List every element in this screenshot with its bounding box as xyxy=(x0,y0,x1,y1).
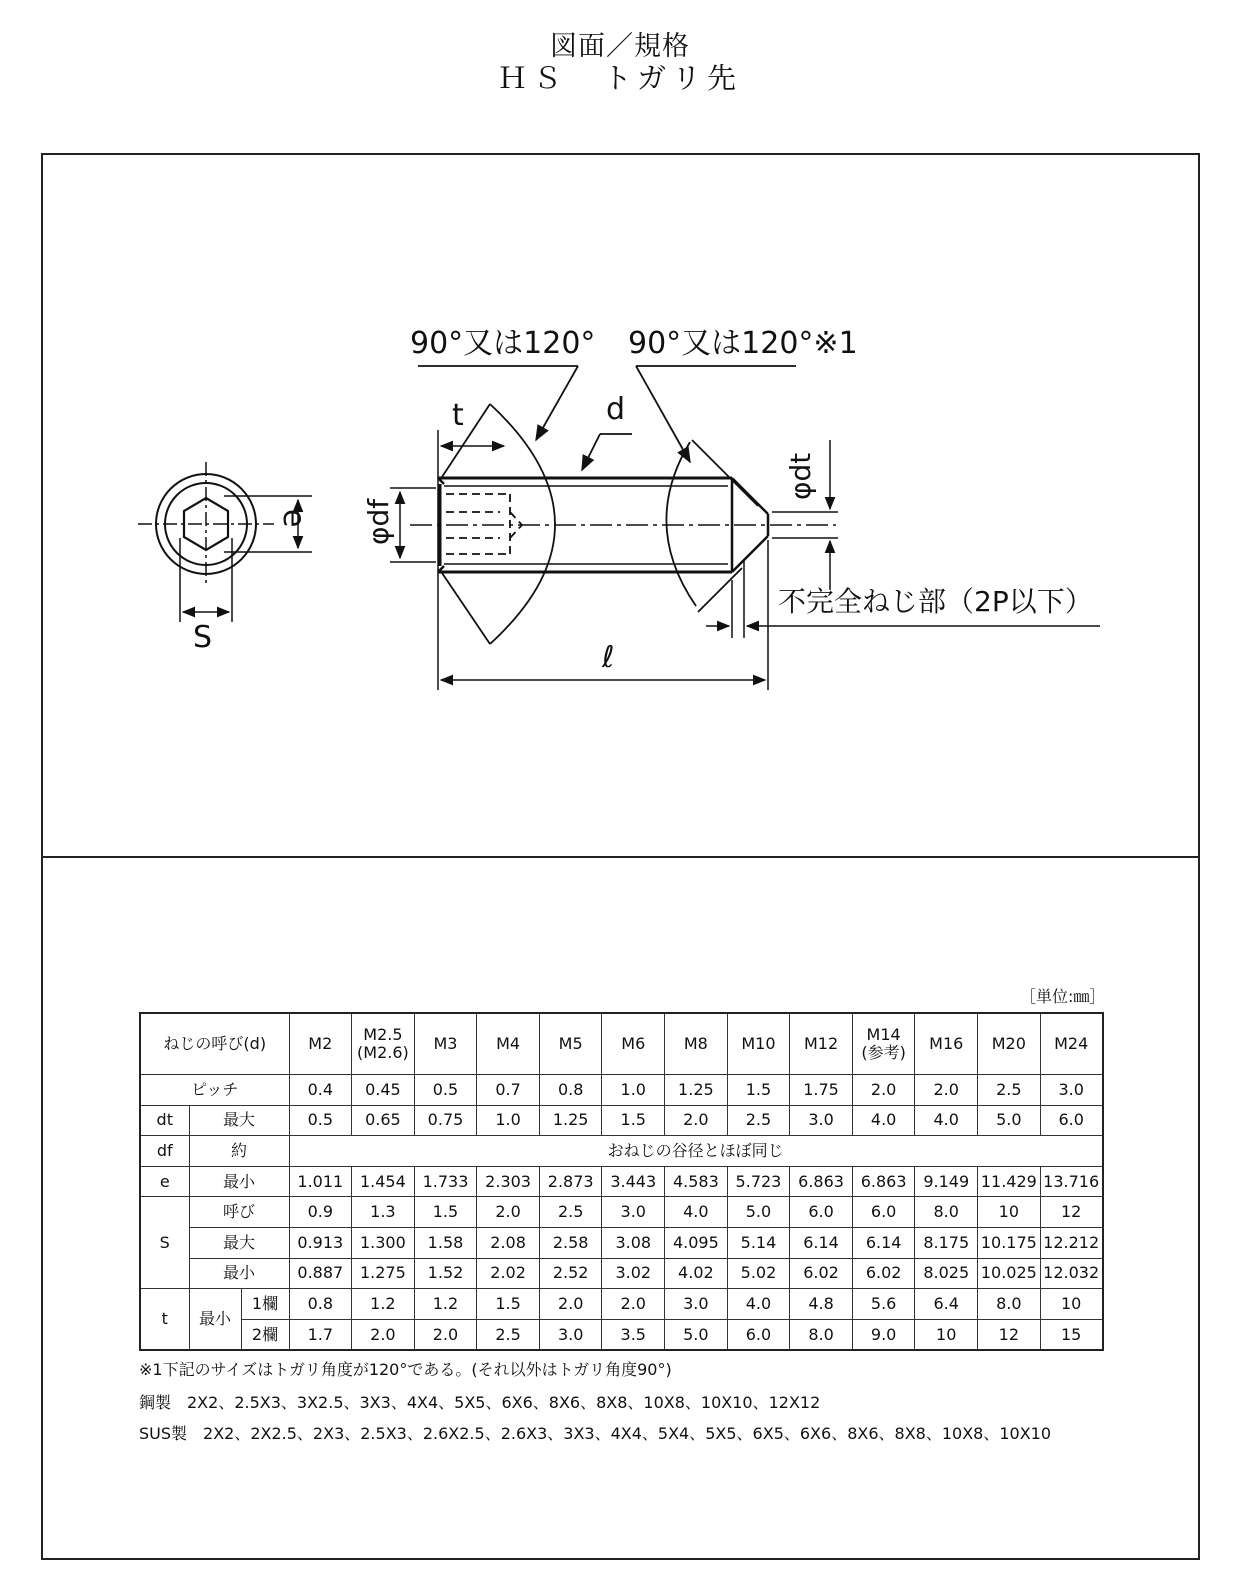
size-header: M4 xyxy=(477,1013,540,1075)
table-cell: 1.300 xyxy=(352,1227,415,1258)
table-cell: 0.8 xyxy=(539,1075,602,1106)
table-cell: 0.4 xyxy=(289,1075,352,1106)
table-row xyxy=(140,1227,1103,1258)
table-cell: 2.52 xyxy=(539,1258,602,1289)
e-dimension-label: e xyxy=(276,509,311,528)
table-cell: 5.14 xyxy=(727,1227,790,1258)
table-cell: 1.7 xyxy=(289,1319,352,1350)
table-cell: 0.8 xyxy=(289,1289,352,1320)
table-cell: 8.175 xyxy=(915,1227,978,1258)
table-cell: 10 xyxy=(915,1319,978,1350)
note-120-degree: ※1下記のサイズはトガリ角度が120°である。(それ以外はトガリ角度90°) xyxy=(139,1360,672,1379)
table-row xyxy=(140,1013,1103,1075)
size-header: M2 xyxy=(289,1013,352,1075)
product-title: ＨＳ トガリ先 xyxy=(497,61,743,95)
table-cell: 3.08 xyxy=(602,1227,665,1258)
table-cell: 1.275 xyxy=(352,1258,415,1289)
table-cell: 3.443 xyxy=(602,1166,665,1197)
t-dimension-label: t xyxy=(452,398,464,433)
table-cell: 6.02 xyxy=(852,1258,915,1289)
df-note: おねじの谷径とほぼ同じ xyxy=(289,1136,1103,1167)
note-steel-sizes: 鋼製 2X2、2.5X3、3X2.5、3X3、4X4、5X5、6X6、8X6、8X8、10X8、10X10、12X12 xyxy=(139,1393,821,1412)
table-cell: 1.75 xyxy=(790,1075,853,1106)
size-header: M5 xyxy=(539,1013,602,1075)
size-header: M14 (参考) xyxy=(852,1013,915,1075)
table-cell: 1.5 xyxy=(727,1075,790,1106)
table-cell: 1.5 xyxy=(477,1289,540,1320)
df-dimension-label: φdf xyxy=(362,498,395,545)
table-cell: 8.025 xyxy=(915,1258,978,1289)
table-cell: 4.0 xyxy=(727,1289,790,1320)
note-sus-sizes: SUS製 2X2、2X2.5、2X3、2.5X3、2.6X2.5、2.6X3、3X3、4X4、5X4、5X5、6X5、6X6、8X6、8X8、10X8、10X10 xyxy=(139,1424,1052,1443)
table-row xyxy=(140,1166,1103,1197)
t-sub-label: 最小 xyxy=(189,1289,241,1351)
page-title: 図面／規格 xyxy=(550,31,690,62)
table-cell: 12 xyxy=(978,1319,1041,1350)
table-cell: 3.5 xyxy=(602,1319,665,1350)
table-cell: 3.0 xyxy=(602,1197,665,1228)
table-cell: 4.0 xyxy=(852,1105,915,1136)
t-col1-label: 1欄 xyxy=(241,1289,289,1320)
table-cell: 1.454 xyxy=(352,1166,415,1197)
row-header-label: ねじの呼び(d) xyxy=(140,1013,289,1075)
table-row xyxy=(140,1136,1103,1167)
table-cell: 2.58 xyxy=(539,1227,602,1258)
table-cell: 2.0 xyxy=(539,1289,602,1320)
t-col2-label: 2欄 xyxy=(241,1319,289,1350)
table-cell: 5.723 xyxy=(727,1166,790,1197)
table-cell: 0.913 xyxy=(289,1227,352,1258)
angle-label-right: 90°又は120°※1 xyxy=(628,326,858,361)
s-nominal-label: 呼び xyxy=(189,1197,289,1228)
table-cell: 2.08 xyxy=(477,1227,540,1258)
dt-sub-label: 最大 xyxy=(189,1105,289,1136)
table-cell: 0.5 xyxy=(414,1075,477,1106)
table-cell: 0.9 xyxy=(289,1197,352,1228)
table-cell: 2.0 xyxy=(602,1289,665,1320)
size-header: M3 xyxy=(414,1013,477,1075)
spec-table xyxy=(139,1012,1104,1351)
s-label: S xyxy=(140,1197,189,1289)
unit-label: ［単位:㎜］ xyxy=(1020,987,1106,1006)
table-cell: 1.52 xyxy=(414,1258,477,1289)
table-cell: 0.5 xyxy=(289,1105,352,1136)
table-cell: 2.5 xyxy=(539,1197,602,1228)
e-sub-label: 最小 xyxy=(189,1166,289,1197)
table-cell: 5.0 xyxy=(727,1197,790,1228)
table-cell: 0.45 xyxy=(352,1075,415,1106)
table-cell: 10.025 xyxy=(978,1258,1041,1289)
table-cell: 13.716 xyxy=(1040,1166,1103,1197)
table-cell: 12 xyxy=(1040,1197,1103,1228)
table-cell: 6.0 xyxy=(727,1319,790,1350)
e-label: e xyxy=(140,1166,189,1197)
table-row xyxy=(140,1319,1103,1350)
table-cell: 1.0 xyxy=(602,1075,665,1106)
s-dimension-label: S xyxy=(193,620,213,655)
table-cell: 1.2 xyxy=(414,1289,477,1320)
table-cell: 2.303 xyxy=(477,1166,540,1197)
t-label: t xyxy=(140,1289,189,1351)
table-row xyxy=(140,1197,1103,1228)
table-cell: 8.0 xyxy=(978,1289,1041,1320)
df-sub-label: 約 xyxy=(189,1136,289,1167)
table-cell: 15 xyxy=(1040,1319,1103,1350)
s-max-label: 最大 xyxy=(189,1227,289,1258)
size-header: M12 xyxy=(790,1013,853,1075)
table-cell: 3.0 xyxy=(539,1319,602,1350)
table-cell: 2.873 xyxy=(539,1166,602,1197)
table-cell: 9.0 xyxy=(852,1319,915,1350)
table-cell: 10.175 xyxy=(978,1227,1041,1258)
table-cell: 6.863 xyxy=(790,1166,853,1197)
table-cell: 4.02 xyxy=(665,1258,728,1289)
table-cell: 8.0 xyxy=(790,1319,853,1350)
table-cell: 12.032 xyxy=(1040,1258,1103,1289)
table-cell: 2.0 xyxy=(665,1105,728,1136)
table-cell: 3.0 xyxy=(790,1105,853,1136)
table-cell: 6.863 xyxy=(852,1166,915,1197)
size-header: M2.5 (M2.6) xyxy=(352,1013,415,1075)
table-cell: 2.0 xyxy=(852,1075,915,1106)
table-cell: 6.14 xyxy=(852,1227,915,1258)
table-cell: 1.5 xyxy=(602,1105,665,1136)
table-cell: 0.7 xyxy=(477,1075,540,1106)
table-cell: 11.429 xyxy=(978,1166,1041,1197)
side-view xyxy=(390,366,1100,690)
table-cell: 10 xyxy=(978,1197,1041,1228)
df-label: df xyxy=(140,1136,189,1167)
table-cell: 5.02 xyxy=(727,1258,790,1289)
table-cell: 8.0 xyxy=(915,1197,978,1228)
table-cell: 6.02 xyxy=(790,1258,853,1289)
table-cell: 6.0 xyxy=(1040,1105,1103,1136)
table-cell: 2.0 xyxy=(915,1075,978,1106)
table-cell: 2.02 xyxy=(477,1258,540,1289)
size-header: M6 xyxy=(602,1013,665,1075)
table-cell: 4.0 xyxy=(665,1197,728,1228)
d-dimension-label: d xyxy=(606,392,626,427)
table-row xyxy=(140,1258,1103,1289)
table-cell: 2.0 xyxy=(477,1197,540,1228)
size-header: M20 xyxy=(978,1013,1041,1075)
table-cell: 0.65 xyxy=(352,1105,415,1136)
table-cell: 1.58 xyxy=(414,1227,477,1258)
size-header: M8 xyxy=(665,1013,728,1075)
angle-label-left: 90°又は120° xyxy=(410,326,596,361)
table-cell: 3.02 xyxy=(602,1258,665,1289)
incomplete-thread-label: 不完全ねじ部（2P以下） xyxy=(778,585,1093,618)
table-cell: 1.25 xyxy=(665,1075,728,1106)
table-cell: 1.0 xyxy=(477,1105,540,1136)
s-min-label: 最小 xyxy=(189,1258,289,1289)
table-cell: 5.0 xyxy=(978,1105,1041,1136)
table-cell: 5.6 xyxy=(852,1289,915,1320)
table-cell: 6.0 xyxy=(852,1197,915,1228)
l-dimension-label: ℓ xyxy=(602,640,615,675)
end-view xyxy=(138,462,312,622)
table-cell: 4.095 xyxy=(665,1227,728,1258)
dt-label: dt xyxy=(140,1105,189,1136)
table-cell: 1.3 xyxy=(352,1197,415,1228)
size-header: M16 xyxy=(915,1013,978,1075)
table-cell: 6.4 xyxy=(915,1289,978,1320)
table-cell: 1.733 xyxy=(414,1166,477,1197)
table-cell: 9.149 xyxy=(915,1166,978,1197)
dt-dimension-label: φdt xyxy=(784,452,817,500)
table-cell: 3.0 xyxy=(1040,1075,1103,1106)
table-cell: 0.75 xyxy=(414,1105,477,1136)
size-header: M24 xyxy=(1040,1013,1103,1075)
table-cell: 10 xyxy=(1040,1289,1103,1320)
table-cell: 2.0 xyxy=(352,1319,415,1350)
table-cell: 2.5 xyxy=(477,1319,540,1350)
size-header: M10 xyxy=(727,1013,790,1075)
table-cell: 4.583 xyxy=(665,1166,728,1197)
table-cell: 1.011 xyxy=(289,1166,352,1197)
table-cell: 0.887 xyxy=(289,1258,352,1289)
table-row xyxy=(140,1289,1103,1320)
table-cell: 4.0 xyxy=(915,1105,978,1136)
table-row xyxy=(140,1105,1103,1136)
table-cell: 1.2 xyxy=(352,1289,415,1320)
table-cell: 5.0 xyxy=(665,1319,728,1350)
pitch-label: ピッチ xyxy=(140,1075,289,1106)
table-cell: 12.212 xyxy=(1040,1227,1103,1258)
table-cell: 2.0 xyxy=(414,1319,477,1350)
table-cell: 2.5 xyxy=(978,1075,1041,1106)
table-cell: 6.0 xyxy=(790,1197,853,1228)
table-cell: 4.8 xyxy=(790,1289,853,1320)
table-cell: 6.14 xyxy=(790,1227,853,1258)
table-cell: 1.25 xyxy=(539,1105,602,1136)
table-cell: 2.5 xyxy=(727,1105,790,1136)
table-row xyxy=(140,1075,1103,1106)
table-cell: 3.0 xyxy=(665,1289,728,1320)
table-cell: 1.5 xyxy=(414,1197,477,1228)
